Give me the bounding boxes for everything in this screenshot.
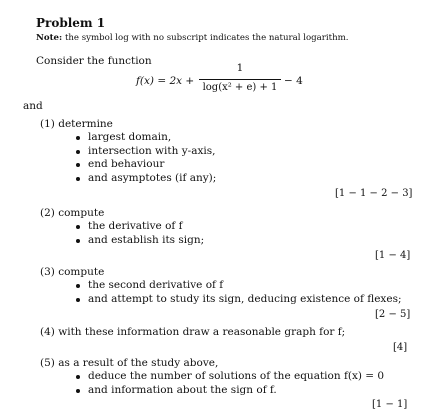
note-text: the symbol log with no subscript indicates the natural logarithm. [64, 33, 349, 43]
task-1-number: (1) [40, 118, 55, 130]
formula-fraction [199, 62, 281, 102]
task-5-number: (5) [40, 357, 55, 369]
task-4-heading [40, 326, 345, 338]
task-5-heading [40, 357, 218, 369]
task-3-score: [2 − 5] [375, 309, 411, 320]
task-3-bullet-2: and attempt to study its sign, deducing existence of flexes; [88, 293, 402, 305]
task-5-score: [1 − 1] [372, 399, 408, 410]
task-5-bullet-1: deduce the number of solutions of the equation f(x) = 0 [88, 370, 385, 382]
formula-numerator: 1 [236, 62, 244, 74]
task-5-verb: as a result of the study above, [58, 357, 219, 369]
intro-text: Consider the function [36, 55, 152, 67]
task-2-verb: compute [58, 207, 105, 219]
task-3-heading [40, 266, 104, 278]
and-text: and [23, 100, 43, 112]
task-2-bullet-2: and establish its sign; [88, 234, 205, 246]
task-1-bullet-2: intersection with y-axis, [88, 145, 216, 157]
formula-denominator: log(x² + e) + 1 [202, 82, 278, 93]
note-label: Note: [36, 33, 63, 43]
problem-title: Problem 1 [36, 16, 106, 30]
task-4-number: (4) [40, 326, 55, 338]
note-line [36, 33, 349, 43]
formula-tail: − 4 [284, 75, 303, 87]
task-1-bullet-1: largest domain, [88, 131, 172, 143]
task-1-bullet-4: and asymptotes (if any); [88, 172, 217, 184]
task-2-number: (2) [40, 207, 55, 219]
fraction-bar [199, 79, 281, 80]
task-2-heading [40, 207, 104, 219]
task-2-score: [1 − 4] [375, 250, 411, 261]
task-4-score: [4] [393, 342, 408, 353]
task-1-score: [1 − 1 − 2 − 3] [335, 188, 413, 199]
formula-lhs: f(x) = 2x + [136, 75, 195, 87]
task-5-bullet-2: and information about the sign of f. [88, 384, 277, 396]
task-3-number: (3) [40, 266, 55, 278]
task-3-bullet-1: the second derivative of f [88, 279, 224, 291]
task-3-verb: compute [58, 266, 105, 278]
task-4-verb: with these information draw a reasonable graph for f; [58, 326, 346, 338]
task-1-bullet-3: end behaviour [88, 158, 165, 170]
task-2-bullet-1: the derivative of f [88, 220, 183, 232]
task-1-heading [40, 118, 113, 130]
task-1-verb: determine [58, 118, 113, 130]
